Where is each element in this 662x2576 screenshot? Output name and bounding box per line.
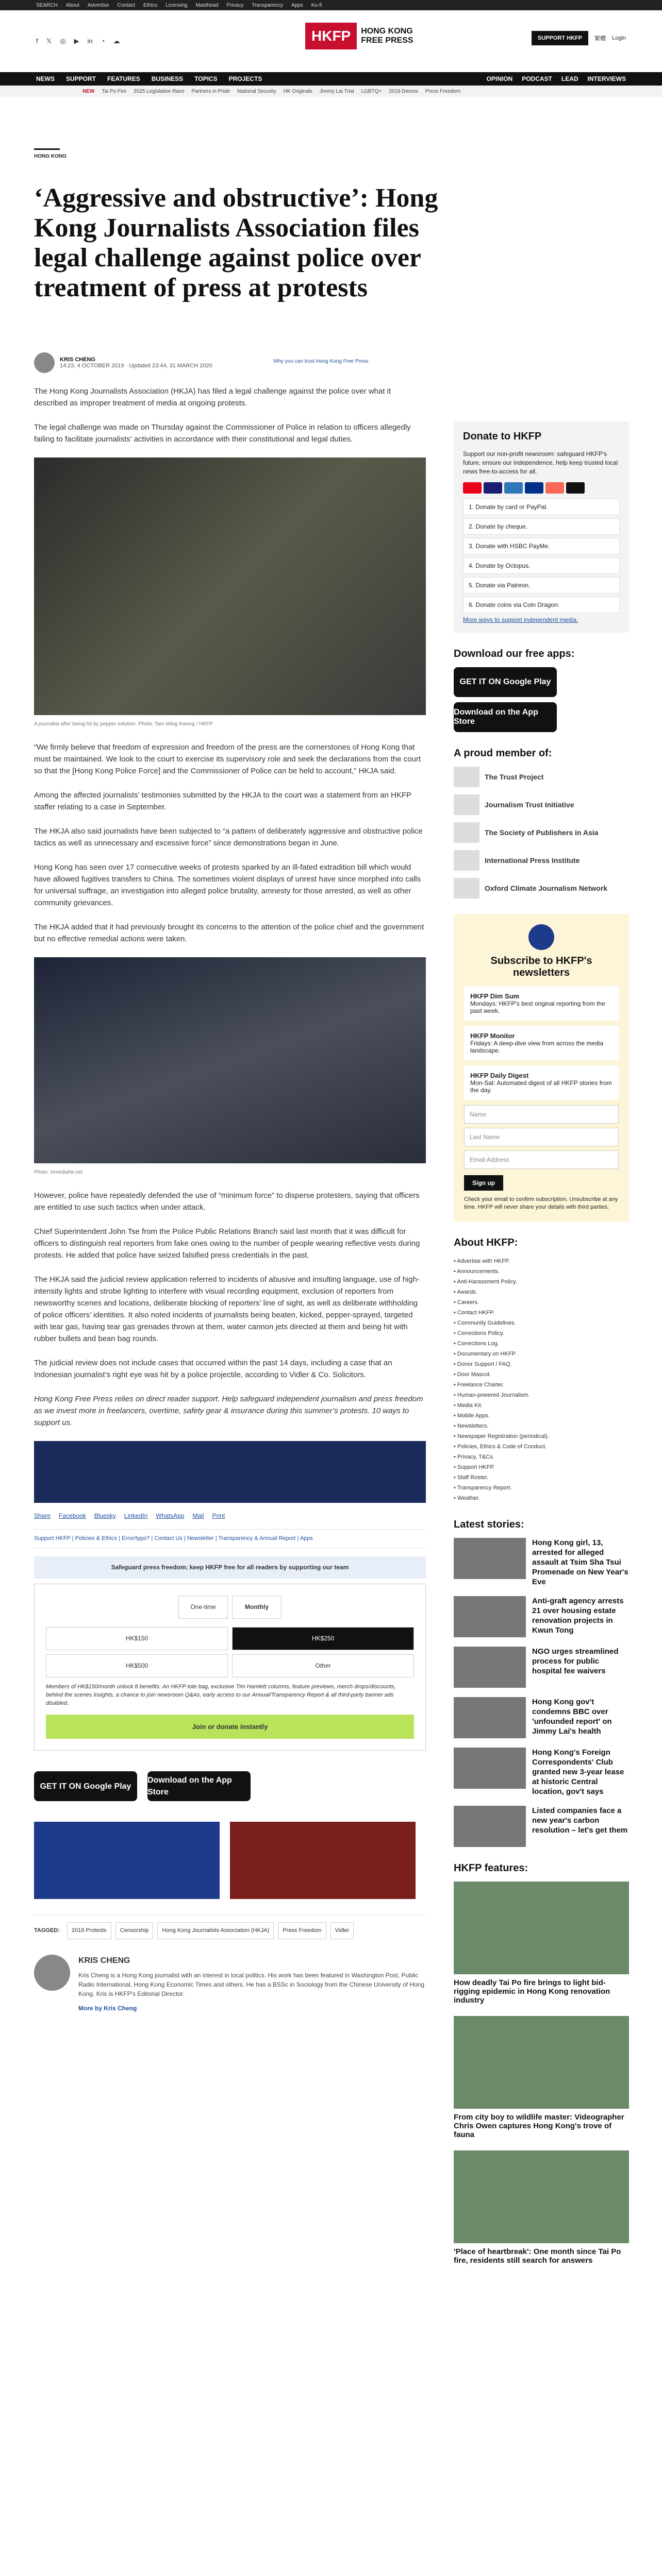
paypal-icon [525, 482, 543, 494]
member-org[interactable] [454, 794, 629, 815]
email-field[interactable]: Email Address [464, 1150, 619, 1169]
donate-box [454, 421, 629, 633]
story-thumbnail [454, 1748, 526, 1789]
paragraph: The HKJA added that it had previously brought its concerns to the attention of the police chief and the government but no effective remedial actions were taken. [34, 923, 424, 943]
language-toggle[interactable]: 繁體 [594, 36, 606, 42]
paragraph: Hong Kong has seen over 17 consecutive weeks of protests sparked by an ill-fated extradition bill which would have allowed fugitives transfers to China. The sometimes violent displays of unrest have since morphed into calls for universal suffrage, an investigation into alleged police brutality, amnesty for those arrested, as well as other community grievances. [34, 863, 421, 907]
story-title: Anti-graft agency arrests 21 over housing estate renovation projects in Kwun Tong [532, 1597, 624, 1635]
feature-thumbnail [454, 2150, 629, 2243]
member-logo [454, 822, 479, 843]
tier-row [46, 1627, 414, 1650]
story-title: Hong Kong gov't condemns BBC over 'unfounded report' on Jimmy Lai's health [532, 1698, 612, 1736]
byline-text [60, 357, 212, 369]
login-link[interactable]: Login [612, 35, 626, 41]
tier-500[interactable]: HK$500 [46, 1654, 228, 1677]
paragraph: The HKJA said the judicial review application referred to incidents of abusive and insulting language, use of high-intensity lights and strobe lighting to interfere with visual recording equipment, exclusion of reporters from newsworthy scenes and locations, deliberate blocking of reporters’ line of sight, as well as deliberate withholding of police officers’ identities. It also noted incidents of journalists being beaten, kicked, pepper-sprayed, targeted with tear gas, having tear gas grenades thrown at them, water cannon jets directed at them and being hit with rubber bullets and bean bag rounds. [34, 1275, 420, 1343]
topbar-item[interactable]: SEARCH [36, 2, 58, 8]
tags-row [34, 1914, 426, 1939]
features-list [454, 1882, 629, 2265]
twitter-icon[interactable]: 𝕏 [46, 37, 52, 45]
social-links [36, 37, 120, 45]
about-link[interactable]: • Weather. [454, 1495, 480, 1501]
app-store-button[interactable]: Download on the App Store [454, 702, 557, 732]
newsletter-name: HKFP Dim Sum [470, 992, 520, 1000]
footer-links[interactable]: Support HKFP | Policies & Ethics | Error/typo? | Contact Us | Newsletter | Transparency & Annual Report | Apps [34, 1529, 426, 1548]
member-logo [454, 794, 479, 815]
topbar-item[interactable]: Advertise [87, 2, 109, 8]
apps-title: Download our free apps: [454, 648, 575, 659]
story-title: Hong Kong girl, 13, arrested for alleged assault at Tsim Sha Tsui Promenade on New Year's Eve [532, 1538, 628, 1586]
about-link[interactable]: • Human-powered Journalism. [454, 1392, 530, 1398]
member-org[interactable] [454, 878, 629, 899]
trending-item[interactable]: 2019 Demos [389, 88, 418, 94]
tier-250[interactable]: HK$250 [232, 1627, 414, 1650]
about-link[interactable]: • Door Mascot. [454, 1371, 491, 1378]
story-thumbnail [454, 1538, 526, 1579]
instagram-icon[interactable]: ◎ [60, 37, 66, 45]
patreon-icon [545, 482, 564, 494]
latest-box [454, 1519, 629, 1847]
category-rule [34, 148, 60, 150]
topbar-item[interactable]: Ethics [143, 2, 158, 8]
donate-text: Support our non-profit newsroom: safeguard HKFP's future, ensure our independence, help keep trusted local news free-to-access for all. [463, 450, 618, 475]
topbar-item[interactable]: Masthead [195, 2, 219, 8]
sign-up-button[interactable]: Sign up [464, 1175, 503, 1191]
trending-item[interactable]: 2025 Legislative Race [134, 88, 185, 94]
nav-item-features[interactable]: FEATURES [107, 75, 140, 82]
paragraph: The HKJA also said journalists have been subjected to “a pattern of deliberately aggressive and obstructive police tactics as well as unnecessary and excessive force” since demonstrations began in June. [34, 827, 423, 848]
about-link[interactable]: • Media Kit. [454, 1402, 483, 1409]
newsletter-desc: Mon-Sat: Automated digest of all HKFP stories from the day. [470, 1079, 612, 1094]
tag[interactable]: Vidler [330, 1922, 354, 1939]
members-title: A proud member of: [454, 748, 552, 759]
article-dates: 14:23, 4 OCTOBER 2019 · Updated 23:44, 31 MARCH 2020 [60, 363, 212, 369]
feature-thumbnail [454, 2016, 629, 2109]
freq-one-time[interactable]: One-time [178, 1596, 228, 1619]
author-bio: Kris Cheng is a Hong Kong journalist with an interest in local politics. His work has been featured in Washington Post, Public Radio International, Hong Kong Economic Times and others. He has a BSSc in Sociology from the Chinese University of Hong Kong. Kris is HKFP's Editorial Director. [78, 1972, 425, 1997]
google-play-button[interactable]: GET IT ON Google Play [34, 1771, 137, 1801]
trending-item[interactable]: HK Originals [283, 88, 312, 94]
masthead-actions [532, 31, 626, 45]
about-link[interactable]: • Advertise with HKFP. [454, 1258, 510, 1264]
name-field[interactable]: Name [464, 1105, 619, 1124]
donate-option[interactable]: 1. Donate by card or PayPal. [463, 499, 620, 515]
freq-monthly[interactable]: Monthly [232, 1596, 282, 1619]
more-by-author-link[interactable]: More by Kris Cheng [78, 2005, 137, 2012]
article-body [34, 385, 426, 2014]
about-link[interactable]: • Corrections Log. [454, 1341, 499, 1347]
trending-item[interactable]: Partners in Pride [191, 88, 230, 94]
masthead [0, 10, 662, 72]
trending-item[interactable]: Press Freedom [425, 88, 461, 94]
newsletter-desc: Fridays: A deep-dive view from across the media landscape. [470, 1040, 604, 1054]
donate-option[interactable]: 2. Donate by cheque. [463, 518, 620, 535]
donate-option[interactable]: 3. Donate with HSBC PayMe. [463, 538, 620, 554]
site-logo[interactable] [305, 23, 413, 49]
tagged-label: TAGGED: [34, 1927, 60, 1934]
trust-link[interactable]: Why you can trust Hong Kong Free Press [273, 359, 369, 364]
support-banner[interactable] [34, 1441, 426, 1503]
feature-story[interactable] [454, 2150, 629, 2265]
join-donate-button[interactable]: Join or donate instantly [46, 1715, 414, 1739]
paragraph: The legal challenge was made on Thursday against the Commissioner of Police in relation to officers allegedly failing to facilitate journalists’ activities in accordance with their constitutional and legal duties. [34, 423, 411, 444]
members-box [454, 748, 629, 899]
logo-box: HKFP [305, 23, 357, 49]
about-link[interactable]: • Documentary on HKFP. [454, 1351, 517, 1357]
feature-title: From city boy to wildlife master: Videographer Chris Owen captures Hong Kong's trove of fauna [454, 2113, 624, 2139]
nav-item-topics[interactable]: TOPICS [194, 75, 218, 82]
trending-item[interactable]: Jimmy Lai Trial [319, 88, 354, 94]
topbar-item[interactable]: About [65, 2, 79, 8]
promo-banners [34, 1822, 426, 1899]
photo-caption: A journalist after being hit by pepper solution. Photo: Tam Wing Kwong / HKFP [34, 721, 213, 727]
nav-item-lead[interactable]: LEAD [561, 75, 578, 82]
frequency-toggle [178, 1596, 282, 1619]
nav-item-business[interactable]: BUSINESS [151, 75, 184, 82]
story-title: Hong Kong's Foreign Correspondents' Club granted new 3-year lease at historic Central location, gov't says [532, 1748, 624, 1796]
share-row [34, 1510, 426, 1522]
about-link[interactable]: • Community Guidelines. [454, 1320, 516, 1326]
member-name: The Trust Project [485, 773, 544, 781]
share-print[interactable]: Print [212, 1512, 225, 1519]
about-link[interactable]: • Careers. [454, 1299, 479, 1306]
nav-item-podcast[interactable]: PODCAST [522, 75, 552, 82]
about-link[interactable]: • Anti-Harassment Policy. [454, 1279, 517, 1285]
new-badge: NEW [82, 88, 95, 94]
tier-other[interactable]: Other [232, 1654, 414, 1677]
story-thumbnail [454, 1647, 526, 1688]
latest-story[interactable] [454, 1697, 629, 1738]
facebook-icon[interactable]: f [36, 37, 38, 45]
nav-item-projects[interactable]: PROJECTS [228, 75, 262, 82]
newsletter-option[interactable] [464, 986, 619, 1021]
paragraph: The Hong Kong Journalists Association (HKJA) has filed a legal challenge against the police over what it described as improper treatment of media at ongoing protests. [34, 387, 391, 408]
about-link[interactable]: • Newspaper Registration (periodical). [454, 1433, 549, 1439]
trending-item[interactable]: National Security [237, 88, 276, 94]
member-logo [454, 878, 479, 899]
about-link[interactable]: • Support HKFP. [454, 1464, 495, 1470]
topbar-item[interactable]: Ko-fi [311, 2, 322, 8]
member-name: Oxford Climate Journalism Network [485, 884, 608, 892]
newsletter-name: HKFP Monitor [470, 1032, 515, 1040]
donate-title: Donate to HKFP [463, 431, 542, 442]
hkfp-badge-icon [528, 924, 554, 950]
nav-item-opinion[interactable]: OPINION [486, 75, 513, 82]
nav-item-news[interactable]: NEWS [36, 75, 55, 82]
tag[interactable]: Censorship [115, 1922, 154, 1939]
latest-story[interactable] [454, 1806, 629, 1847]
tier-150[interactable]: HK$150 [46, 1627, 228, 1650]
topbar-item[interactable]: Apps [291, 2, 303, 8]
about-link[interactable]: • Mobile Apps. [454, 1413, 490, 1419]
article-photo [34, 957, 426, 1163]
latest-story[interactable] [454, 1538, 629, 1587]
trending-item[interactable]: LGBTQ+ [361, 88, 382, 94]
paragraph: However, police have repeatedly defended the use of “minimum force” to disperse protesters, saying that officers are entitled to use such tactics when under attack. [34, 1191, 420, 1212]
article-photo [34, 457, 426, 715]
about-link[interactable]: • Freelance Charter. [454, 1382, 505, 1388]
author-info [78, 1955, 426, 2014]
author-name[interactable]: KRIS CHENG [78, 1956, 130, 1965]
logo-line-2: FREE PRESS [361, 36, 413, 45]
members-note: Members of HK$150/month unlock 8 benefits: An HKFP tote bag, exclusive Tim Hamlett columns, feature previews, merch drops/discounts, behind the scenes insights, a chance to join newsroom Q&As, early access to our Annual/Transparency Report & all third-party banner ads disabled. [46, 1684, 396, 1706]
story-thumbnail [454, 1806, 526, 1847]
feature-story[interactable] [454, 2016, 629, 2139]
sidebar [454, 421, 629, 2276]
feature-title: How deadly Tai Po fire brings to light bid-rigging epidemic in Hong Kong renovation industry [454, 1978, 610, 2005]
nav-item-support[interactable]: SUPPORT [66, 75, 96, 82]
about-link[interactable]: • Newsletters. [454, 1423, 489, 1429]
newsletter-title: Subscribe to HKFP's newsletters [490, 955, 592, 978]
member-org[interactable] [454, 822, 629, 843]
member-name: The Society of Publishers in Asia [485, 828, 599, 837]
support-hkfp-button[interactable]: SUPPORT HKFP [532, 31, 588, 45]
story-thumbnail [454, 1596, 526, 1637]
paragraph: Chief Superintendent John Tse from the Police Public Relations Branch said last month that it was difficult for officers to distinguish real reporters from fake ones owing to the number of people wearing reflective vests during protests. He added that police have seized falsified press credentials in the past. [34, 1227, 420, 1260]
last-name-field[interactable]: Last Name [464, 1128, 619, 1146]
author-box [34, 1955, 426, 2014]
top-utility-bar [0, 0, 662, 10]
share-mail[interactable]: Mail [192, 1512, 204, 1519]
topbar-item[interactable]: Licensing [166, 2, 188, 8]
donate-option[interactable]: 6. Donate coins via Coin Dragon. [463, 597, 620, 613]
member-org[interactable] [454, 767, 629, 787]
youtube-icon[interactable]: ▶ [74, 37, 79, 45]
feature-title: 'Place of heartbreak': One month since Tai Po fire, residents still search for answers [454, 2247, 621, 2265]
rss-icon[interactable]: ◔ [101, 37, 105, 45]
about-link[interactable]: • Donor Support / FAQ. [454, 1361, 512, 1367]
member-name: International Press Institute [485, 856, 580, 865]
topbar-item[interactable]: Transparency [252, 2, 283, 8]
main-nav [0, 72, 662, 86]
donate-widget [34, 1584, 426, 1751]
amex-icon [504, 482, 523, 494]
latest-story[interactable] [454, 1748, 629, 1797]
about-box [454, 1237, 629, 1503]
latest-story[interactable] [454, 1647, 629, 1688]
author-avatar[interactable] [34, 1955, 70, 1991]
donate-option[interactable]: 5. Donate via Patreon. [463, 577, 620, 594]
support-note: Hong Kong Free Press relies on direct reader support. Help safeguard independent journalism and press freedom as we invest more in freelancers, overtime, safety gear & insurance during this summer’s protests. 10 ways to support us. [34, 1395, 423, 1427]
donate-option[interactable]: 4. Donate by Octopus. [463, 557, 620, 574]
app-badges [34, 1766, 426, 1806]
about-link[interactable]: • Announcements. [454, 1268, 500, 1275]
topbar-item[interactable]: Contact [117, 2, 135, 8]
tag-list [67, 1922, 354, 1939]
visa-icon [484, 482, 502, 494]
newsletter-option[interactable] [464, 1065, 619, 1100]
newsletter-note: Check your email to confirm subscription. Unsubscribe at any time. HKFP will never share your details with third parties. [464, 1196, 618, 1210]
member-logo [454, 850, 479, 871]
linkedin-icon[interactable]: in [87, 37, 93, 45]
trending-item[interactable]: Tai Po Fire [102, 88, 127, 94]
latest-title: Latest stories: [454, 1519, 524, 1530]
newsletter-name: HKFP Daily Digest [470, 1072, 529, 1079]
more-ways-link[interactable]: More ways to support independent media. [463, 616, 578, 623]
newsletter-desc: Mondays: HKFP's best original reporting from the past week. [470, 1000, 605, 1014]
trending-bar [0, 86, 662, 97]
share-bluesky[interactable]: Bluesky [94, 1512, 116, 1519]
safeguard-banner: Safeguard press freedom; keep HKFP free for all readers by supporting our team [34, 1556, 426, 1579]
latest-story[interactable] [454, 1596, 629, 1637]
paragraph: The judicial review does not include cases that occurred within the past 14 days, including a case that an Indonesian journalist’s right eye was hit by a police projectile, according to Vidler & Co. Solicitors. [34, 1359, 392, 1379]
tag[interactable]: Press Freedom [278, 1922, 326, 1939]
about-link[interactable]: • Privacy, T&Cs. [454, 1454, 494, 1460]
ethics-banner[interactable] [34, 1822, 220, 1899]
paragraph: “We firmly believe that freedom of expression and freedom of the press are the cornerstones of Hong Kong that must be maintained. We look to the court to exercise its supervisory role and seek the declarations from the court so that the [Hong Kong Police Force] and the Commissioner of Police can be held to account,” HKJA said. [34, 743, 421, 775]
about-link[interactable]: • Awards. [454, 1289, 477, 1295]
logo-name [361, 27, 413, 45]
story-title: Listed companies face a new year's carbon resolution – let's get them [532, 1806, 628, 1835]
newsletter-box [454, 914, 629, 1222]
story-title: NGO urges streamlined process for public hospital fee waivers [532, 1647, 619, 1675]
nav-item-interviews[interactable]: INTERVIEWS [587, 75, 626, 82]
share-whatsapp[interactable]: WhatsApp [156, 1512, 185, 1519]
about-link[interactable]: • Policies, Ethics & Code of Conduct. [454, 1444, 547, 1450]
features-box [454, 1862, 629, 2265]
tag[interactable]: Hong Kong Journalists Association (HKJA) [157, 1922, 274, 1939]
google-play-button[interactable]: GET IT ON Google Play [454, 667, 557, 697]
topbar-item[interactable]: Privacy [226, 2, 244, 8]
bluesky-icon[interactable]: ☁ [113, 37, 120, 45]
category-label[interactable]: HONG KONG [34, 154, 67, 159]
about-title: About HKFP: [454, 1237, 518, 1248]
feature-story[interactable] [454, 1882, 629, 2005]
share-facebook[interactable]: Facebook [59, 1512, 86, 1519]
story-thumbnail [454, 1697, 526, 1738]
latest-list [454, 1538, 629, 1847]
tag[interactable]: 2019 Protests [67, 1922, 111, 1939]
about-link[interactable]: • Corrections Policy. [454, 1330, 504, 1336]
features-title: HKFP features: [454, 1862, 528, 1874]
apps-box [454, 648, 629, 732]
nav-right [487, 75, 626, 82]
author-name[interactable]: KRIS CHENG [60, 357, 96, 363]
share-link[interactable]: Share [34, 1512, 51, 1519]
about-link[interactable]: • Transparency Report. [454, 1485, 512, 1491]
newsletter-option[interactable] [464, 1026, 619, 1060]
photo-caption: Photo: inmediahk.net. [34, 1170, 84, 1175]
feature-thumbnail [454, 1882, 629, 1974]
applepay-icon [566, 482, 585, 494]
article-title: ‘Aggressive and obstructive’: Hong Kong Journalists Association files legal challenge against police over treatment of press at protests [34, 183, 438, 302]
payment-icons [463, 482, 620, 494]
mastercard-icon [463, 482, 482, 494]
tier-row [46, 1654, 414, 1677]
logo-line-1: HONG KONG [361, 27, 413, 36]
about-list [454, 1256, 629, 1503]
about-link[interactable]: • Contact HKFP. [454, 1310, 494, 1316]
byline [34, 352, 212, 373]
member-logo [454, 767, 479, 787]
member-name: Journalism Trust Initiative [485, 801, 574, 809]
support-hkfp-banner[interactable] [230, 1822, 416, 1899]
share-linkedin[interactable]: LinkedIn [124, 1512, 148, 1519]
about-link[interactable]: • Staff Roster. [454, 1475, 489, 1481]
app-store-button[interactable]: Download on the App Store [147, 1771, 251, 1801]
member-org[interactable] [454, 850, 629, 871]
author-avatar[interactable] [34, 352, 55, 373]
paragraph: Among the affected journalists’ testimonies submitted by the HKJA to the court was a statement from an HKFP staffer relating to a case in September. [34, 791, 411, 811]
